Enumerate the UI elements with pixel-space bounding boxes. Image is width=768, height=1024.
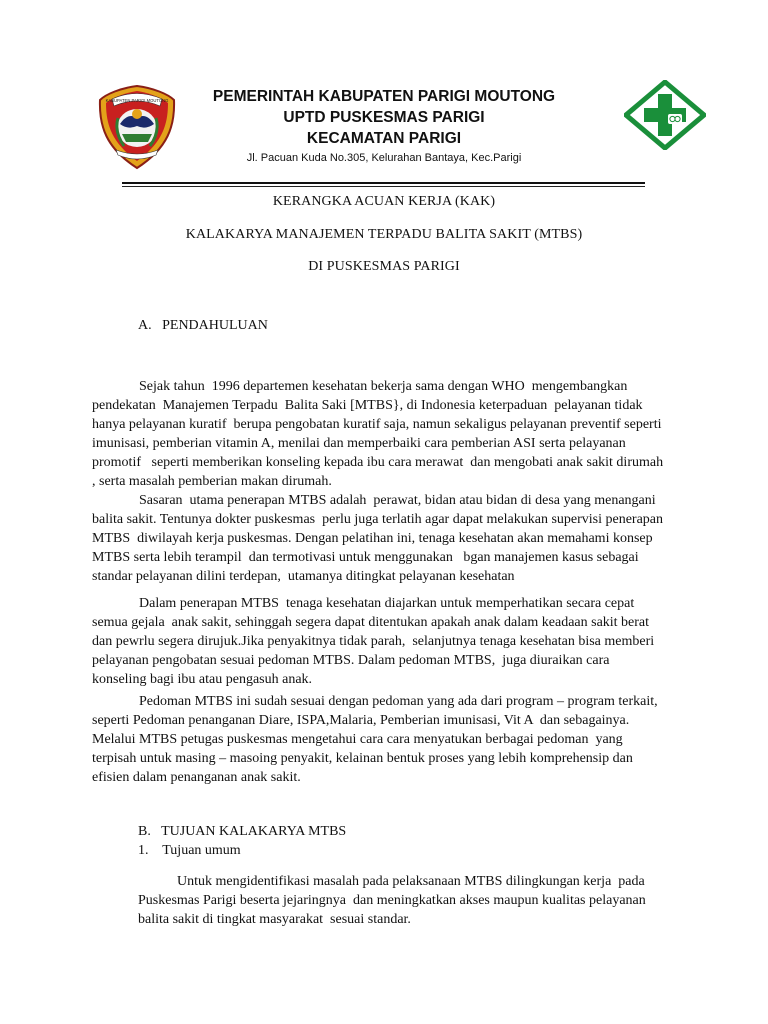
document-subtitle: KALAKARYA MANAJEMEN TERPADU BALITA SAKIT (MTBS) (185, 227, 583, 242)
text-line: imunisasi, pemberian vitamin A, menilai dan memperbaiki cara pemberian ASI serta pelayanan (92, 436, 626, 451)
letterhead-government-name: PEMERINTAH KABUPATEN PARIGI MOUTONG (212, 88, 556, 105)
text-line: Untuk mengidentifikasi masalah pada pelaksanaan MTBS dilingkungan kerja pada (177, 874, 645, 889)
paragraph-tujuan-umum (138, 872, 698, 929)
paragraph-pendahuluan-2 (92, 491, 680, 586)
subheading-tujuan-umum: 1. Tujuan umum (138, 843, 241, 858)
letterhead-divider (122, 182, 645, 184)
text-line: pelayanan pengobatan sesuai pedoman MTBS. Dalam pedoman MTBS, juga diuraikan cara (92, 653, 610, 668)
text-line: MTBS diwilayah kerja puskesmas. Dengan pelatihan ini, tenaga kesehatan akan memahami konsep (92, 531, 653, 546)
document-title: KERANGKA ACUAN KERJA (KAK) (272, 194, 496, 209)
text-line: Sasaran utama penerapan MTBS adalah perawat, bidan atau bidan di desa yang menangani (139, 493, 656, 508)
paragraph-pendahuluan-4 (92, 692, 680, 787)
text-line: standar pelayanan dilini terdepan, utamanya ditingkat pelayanan kesehatan (92, 569, 515, 584)
text-line: , serta masalah pemberian makan dirumah. (92, 474, 332, 489)
text-line: Melalui MTBS petugas puskesmas mengetahui cara cara menyatukan berbagai pedoman yang (92, 732, 623, 747)
text-line: efisien dalam penanganan anak sakit. (92, 770, 301, 785)
paragraph-pendahuluan-1 (92, 377, 680, 491)
letterhead-district-name: KECAMATAN PARIGI (306, 130, 462, 147)
paragraph-pendahuluan-3 (92, 594, 680, 689)
text-line: pendekatan Manajemen Terpadu Balita Saki [MTBS}, di Indonesia keterpaduan pelayanan tidak (92, 398, 643, 413)
text-line: balita sakit di tingkat masyarakat sesuai standar. (138, 912, 411, 927)
letterhead-address: Jl. Pacuan Kuda No.305, Kelurahan Bantaya, Kec.Parigi (246, 152, 522, 164)
text-line: semua gejala anak sakit, sehinggah segera dapat ditentukan apakah anak dalam keadaan sakit berat (92, 615, 650, 630)
text-line: terpisah untuk masing – masoing penyakit, kelainan bentuk proses yang lebih komprehensip dan (92, 751, 633, 766)
text-line: dan pewrlu segera dirujuk.Jika penyakitnya tidak parah, selanjutnya tenaga kesehatan bisa memberi (92, 634, 655, 649)
section-heading-pendahuluan: A. PENDAHULUAN (138, 318, 268, 333)
text-line: Sejak tahun 1996 departemen kesehatan bekerja sama dengan WHO mengembangkan (139, 379, 628, 394)
text-line: balita sakit. Tentunya dokter puskesmas perlu juga terlatih agar dapat melakukan supervisi penerapan (92, 512, 664, 527)
puskesmas-logo (624, 80, 706, 150)
text-line: hanya pelayanan kuratif berupa pengobatan kuratif saja, namun sekaligus pelayanan preventif seperti (92, 417, 662, 432)
letterhead-divider-thin (122, 186, 645, 187)
text-line: promotif seperti memberikan konseling kepada ibu cara merawat dan mengobati anak sakit dirumah (92, 455, 664, 470)
letterhead-unit-name: UPTD PUSKESMAS PARIGI (283, 109, 485, 126)
text-line: MTBS serta lebih terampil dan termotivasi untuk menggunakan bgan manajemen kasus sebagai (92, 550, 639, 565)
section-heading-tujuan: B. TUJUAN KALAKARYA MTBS (138, 824, 347, 839)
text-line: Puskesmas Parigi beserta jejaringnya dan meningkatkan akses maupun kualitas pelayanan (138, 893, 646, 908)
text-line: seperti Pedoman penanganan Diare, ISPA,Malaria, Pemberian imunisasi, Vit A dan sebagainya. (92, 713, 630, 728)
text-line: Dalam penerapan MTBS tenaga kesehatan diajarkan untuk memperhatikan secara cepat (139, 596, 635, 611)
text-line: Pedoman MTBS ini sudah sesuai dengan pedoman yang ada dari program – program terkait, (139, 694, 658, 709)
document-location: DI PUSKESMAS PARIGI (308, 259, 460, 274)
emblem-banner-text: KABUPATEN PARIGI MOUTONG (105, 98, 169, 103)
text-line: konseling bagi ibu atau pengasuh anak. (92, 672, 313, 687)
